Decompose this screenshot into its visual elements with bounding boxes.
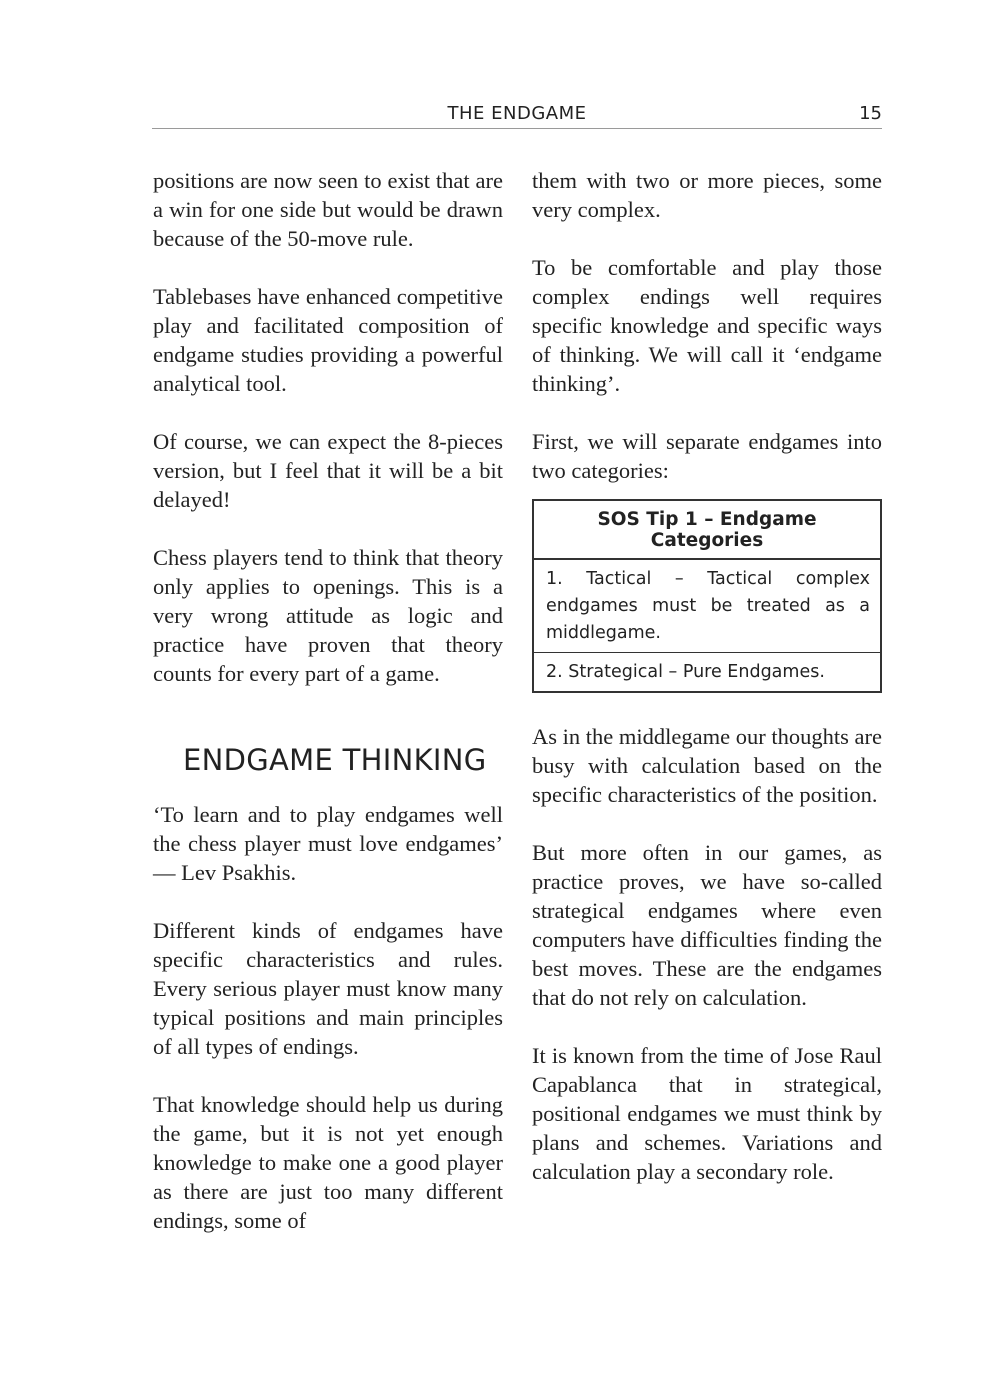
paragraph: Of course, we can expect the 8-pieces version, but I feel that it will be a bit delayed!	[153, 429, 503, 512]
sos-tip-box	[532, 499, 882, 693]
left-column	[153, 166, 503, 1235]
sos-tip-title: SOS Tip 1 – Endgame Categories	[534, 501, 880, 560]
quote-paragraph: ‘To learn and to play endgames well the chess player must love endgames’ — Lev Psakhis.	[153, 802, 503, 885]
paragraph: Tablebases have enhanced competitive play and facilitated composition of endgame studies providing a powerful analytical tool.	[153, 284, 503, 396]
paragraph: positions are now seen to exist that are a win for one side but would be drawn because of the 50-move rule.	[153, 168, 503, 251]
right-column	[532, 166, 882, 1186]
paragraph: Different kinds of endgames have specific characteristics and rules. Every serious player must know many typical positions and main principles of all types of endings.	[153, 918, 503, 1059]
running-header	[152, 98, 882, 129]
paragraph: But more often in our games, as practice proves, we have so-called strategical endgames where even computers have difficulties finding the best moves. These are the endgames that do not rely on calculation.	[532, 840, 882, 1010]
paragraph: As in the middlegame our thoughts are busy with calculation based on the specific characteristics of the position.	[532, 724, 882, 807]
page-number: 15	[859, 103, 882, 124]
paragraph: It is known from the time of Jose Raul Capablanca that in strategical, positional endgames we must think by plans and schemes. Variations and calculation play a secondary role.	[532, 1043, 882, 1184]
paragraph: them with two or more pieces, some very complex.	[532, 168, 882, 222]
paragraph: Chess players tend to think that theory only applies to openings. This is a very wrong attitude as logic and practice have proven that theory counts for every part of a game.	[153, 545, 503, 686]
section-heading: ENDGAME THINKING	[183, 743, 487, 777]
paragraph: That knowledge should help us during the game, but it is not yet enough knowledge to make one a good player as there are just too many different endings, some of	[153, 1092, 503, 1233]
paragraph: To be comfortable and play those complex endings well requires specific knowledge and specific ways of thinking. We will call it ‘endgame thinking’.	[532, 255, 882, 396]
sos-tip-item: 2. Strategical – Pure Endgames.	[534, 652, 880, 691]
paragraph: First, we will separate endgames into two categories:	[532, 429, 882, 483]
running-title: THE ENDGAME	[447, 103, 587, 124]
sos-tip-item: 1. Tactical – Tactical complex endgames must be treated as a middlegame.	[546, 569, 870, 643]
